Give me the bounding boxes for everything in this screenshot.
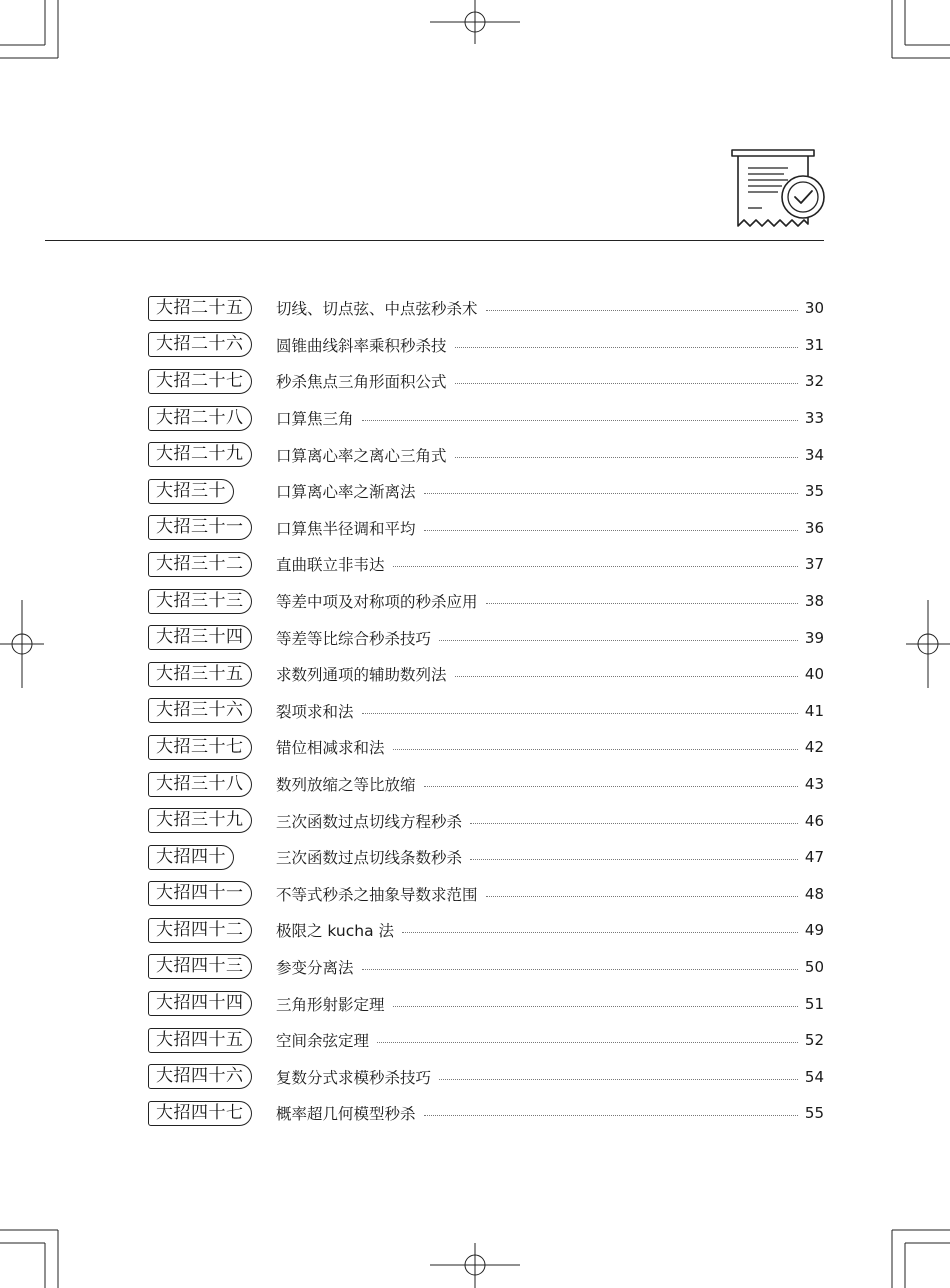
chapter-badge: 大招三十五 [148, 662, 252, 687]
toc-title: 不等式秒杀之抽象导数求范围 [276, 885, 478, 904]
toc-title: 口算焦三角 [276, 410, 354, 429]
dot-leader [362, 712, 798, 714]
chapter-badge: 大招三十 [148, 479, 234, 504]
toc-row[interactable] [148, 327, 824, 364]
page-number: 40 [804, 665, 824, 684]
toc-row[interactable] [148, 1058, 824, 1095]
toc-entry [276, 729, 824, 766]
toc-row[interactable] [148, 766, 824, 803]
toc-entry [276, 583, 824, 620]
toc-entry [276, 1058, 824, 1095]
receipt-check-icon [728, 146, 828, 232]
dot-leader [486, 895, 798, 897]
crop-mark-top-left-icon [0, 0, 70, 70]
toc-title: 口算离心率之离心三角式 [276, 446, 447, 465]
toc-entry [276, 327, 824, 364]
toc-row[interactable] [148, 400, 824, 437]
toc-title: 裂项求和法 [276, 702, 354, 721]
dot-leader [402, 931, 798, 933]
toc-title: 概率超几何模型秒杀 [276, 1105, 416, 1124]
chapter-badge: 大招二十九 [148, 442, 252, 467]
chapter-badge: 大招三十一 [148, 515, 252, 540]
dot-leader [377, 1041, 798, 1043]
dot-leader [393, 1005, 798, 1007]
chapter-badge: 大招三十三 [148, 589, 252, 614]
toc-row[interactable] [148, 1095, 824, 1132]
page-number: 51 [804, 994, 824, 1013]
toc-row[interactable] [148, 1022, 824, 1059]
dot-leader [393, 565, 798, 567]
chapter-badge: 大招三十四 [148, 625, 252, 650]
page-number: 48 [804, 884, 824, 903]
dot-leader [486, 309, 798, 311]
toc-row[interactable] [148, 912, 824, 949]
toc-row[interactable] [148, 290, 824, 327]
toc-entry [276, 1095, 824, 1132]
toc-title: 圆锥曲线斜率乘积秒杀技 [276, 336, 447, 355]
chapter-badge: 大招二十八 [148, 406, 252, 431]
toc-title: 数列放缩之等比放缩 [276, 776, 416, 795]
page-number: 39 [804, 628, 824, 647]
toc-entry [276, 510, 824, 547]
toc-row[interactable] [148, 363, 824, 400]
page-number: 37 [804, 555, 824, 574]
toc-row[interactable] [148, 546, 824, 583]
dot-leader [424, 492, 798, 494]
chapter-badge: 大招四十一 [148, 881, 252, 906]
dot-leader [362, 968, 798, 970]
page-number: 42 [804, 738, 824, 757]
dot-leader [424, 1114, 798, 1116]
toc-title: 三次函数过点切线条数秒杀 [276, 849, 463, 868]
chapter-badge: 大招三十七 [148, 735, 252, 760]
chapter-badge: 大招三十二 [148, 552, 252, 577]
registration-mark-left-icon [0, 598, 45, 690]
chapter-badge: 大招三十九 [148, 808, 252, 833]
toc-title: 口算焦半径调和平均 [276, 519, 416, 538]
page-number: 32 [804, 372, 824, 391]
dot-leader [455, 382, 798, 384]
toc-row[interactable] [148, 839, 824, 876]
toc-row[interactable] [148, 949, 824, 986]
chapter-badge: 大招三十八 [148, 772, 252, 797]
page-number: 33 [804, 409, 824, 428]
toc-entry [276, 985, 824, 1022]
dot-leader [470, 822, 798, 824]
dot-leader [455, 675, 798, 677]
toc-title: 参变分离法 [276, 958, 354, 977]
chapter-badge: 大招四十四 [148, 991, 252, 1016]
chapter-badge: 大招四十二 [148, 918, 252, 943]
toc-entry [276, 802, 824, 839]
toc-title: 求数列通项的辅助数列法 [276, 666, 447, 685]
toc-title: 空间余弦定理 [276, 1032, 370, 1051]
toc-entry [276, 839, 824, 876]
chapter-badge: 大招二十七 [148, 369, 252, 394]
toc-title: 等差中项及对称项的秒杀应用 [276, 593, 478, 612]
toc-title: 复数分式求模秒杀技巧 [276, 1068, 432, 1087]
dot-leader [470, 858, 798, 860]
toc-title: 三次函数过点切线方程秒杀 [276, 812, 463, 831]
toc-entry [276, 876, 824, 913]
page-number: 30 [804, 299, 824, 318]
toc-entry [276, 473, 824, 510]
toc-row[interactable] [148, 876, 824, 913]
chapter-badge: 大招四十 [148, 845, 234, 870]
page-number: 38 [804, 592, 824, 611]
toc-entry [276, 546, 824, 583]
toc-entry [276, 290, 824, 327]
page-number: 55 [804, 1104, 824, 1123]
toc-row[interactable] [148, 693, 824, 730]
page-number: 52 [804, 1031, 824, 1050]
toc-row[interactable] [148, 802, 824, 839]
toc-entry [276, 912, 824, 949]
toc-title: 极限之 kucha 法 [276, 922, 395, 941]
page-number: 46 [804, 811, 824, 830]
page-number: 50 [804, 957, 824, 976]
page-number: 47 [804, 848, 824, 867]
page-number: 36 [804, 518, 824, 537]
header-rule [45, 240, 824, 241]
toc-row[interactable] [148, 619, 824, 656]
crop-mark-bottom-left-icon [0, 1218, 70, 1288]
crop-mark-bottom-right-icon [880, 1218, 950, 1288]
toc-title: 秒杀焦点三角形面积公式 [276, 373, 447, 392]
page-number: 31 [804, 335, 824, 354]
toc-entry [276, 619, 824, 656]
chapter-badge: 大招四十七 [148, 1101, 252, 1126]
registration-mark-top-icon [425, 0, 525, 45]
dot-leader [424, 785, 798, 787]
toc-row[interactable] [148, 729, 824, 766]
toc-row[interactable] [148, 436, 824, 473]
dot-leader [455, 346, 798, 348]
toc-entry [276, 656, 824, 693]
toc-title: 三角形射影定理 [276, 995, 385, 1014]
chapter-badge: 大招二十六 [148, 332, 252, 357]
toc-row[interactable] [148, 656, 824, 693]
toc-title: 切线、切点弦、中点弦秒杀术 [276, 300, 478, 319]
page-number: 43 [804, 775, 824, 794]
toc-title: 错位相减求和法 [276, 739, 385, 758]
toc-title: 等差等比综合秒杀技巧 [276, 629, 432, 648]
page-number: 54 [804, 1067, 824, 1086]
chapter-badge: 大招三十六 [148, 698, 252, 723]
chapter-badge: 大招四十五 [148, 1028, 252, 1053]
toc-row[interactable] [148, 583, 824, 620]
toc-entry [276, 1022, 824, 1059]
page-number: 49 [804, 921, 824, 940]
toc-title: 直曲联立非韦达 [276, 556, 385, 575]
dot-leader [362, 419, 798, 421]
dot-leader [393, 748, 798, 750]
page-number: 35 [804, 482, 824, 501]
page-number: 41 [804, 701, 824, 720]
table-of-contents [148, 290, 824, 1132]
chapter-badge: 大招二十五 [148, 296, 252, 321]
toc-entry [276, 400, 824, 437]
toc-entry [276, 693, 824, 730]
dot-leader [455, 456, 798, 458]
toc-entry [276, 363, 824, 400]
registration-mark-right-icon [905, 598, 950, 690]
dot-leader [439, 639, 798, 641]
toc-entry [276, 949, 824, 986]
chapter-badge: 大招四十三 [148, 954, 252, 979]
toc-title: 口算离心率之渐离法 [276, 483, 416, 502]
dot-leader [439, 1078, 798, 1080]
toc-row[interactable] [148, 985, 824, 1022]
toc-entry [276, 766, 824, 803]
toc-entry [276, 436, 824, 473]
crop-mark-top-right-icon [880, 0, 950, 70]
dot-leader [424, 529, 798, 531]
toc-row[interactable] [148, 473, 824, 510]
registration-mark-bottom-icon [425, 1243, 525, 1288]
page-number: 34 [804, 445, 824, 464]
dot-leader [486, 602, 798, 604]
toc-row[interactable] [148, 510, 824, 547]
chapter-badge: 大招四十六 [148, 1064, 252, 1089]
